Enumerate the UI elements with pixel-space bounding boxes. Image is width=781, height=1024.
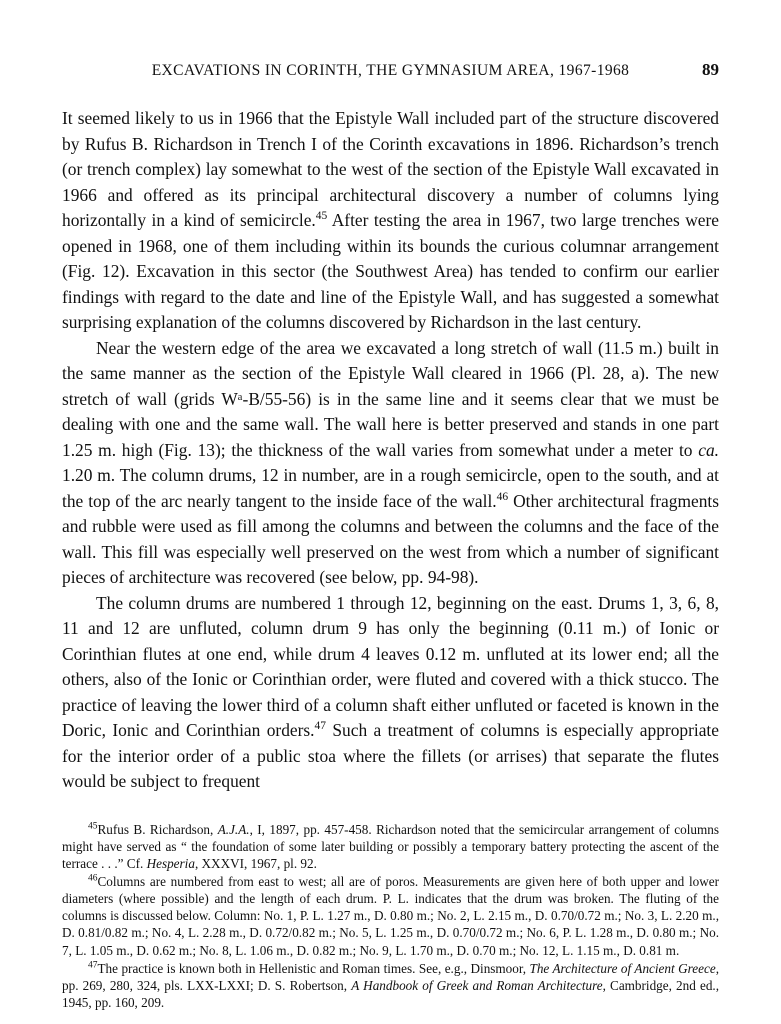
- footnote-ref-45: 45: [315, 210, 328, 223]
- footnote-45: [62, 821, 719, 872]
- paragraph-1-text: It seemed likely to us in 1966 that the Epistyle Wall included part of the structure discovered by Rufus B. Richardson in Trench I of the Corinth excavations in 1896. Richardson’s trench (or trench complex) lay somewhat to the west of the section of the Epistyle Wall excavated in 1966 and offered as its principal architectural discovery a number of columns lying horizontally in a kind of semicircle.: [62, 108, 719, 230]
- page-number: 89: [702, 60, 719, 79]
- paragraph-3: [62, 591, 719, 795]
- footnote-46-body: Columns are numbered from east to west; all are of poros. Measurements are given here of both upper and lower diameters (where possible) and the length of each drum. P. L. indicates that the drum was broken. The fluting of the columns is discussed below. Column: No. 1, P. L. 1.27 m., D. 0.80 m.; No. 2, L. 2.15 m., D. 0.70/0.72 m.; No. 3, L. 2.20 m., D. 0.81/0.82 m.; No. 4, L. 2.28 m., D. 0.72/0.82 m.; No. 5, L. 1.25 m., D. 0.70/0.72 m.; No. 6, P. L. 1.28 m., D. 0.80 m.; No. 7, L. 1.05 m., D. 0.62 m.; No. 8, L. 1.06 m., D. 0.82 m.; No. 9, L. 1.70 m., D. 0.70 m.; No. 12, L. 1.15 m., D. 0.81 m.: [62, 873, 719, 958]
- paragraph-2-text: Near the western edge of the area we excavated a long stretch of wall (11.5 m.) built in the same manner as the section of the Epistyle Wall cleared in 1966 (Pl. 28, a). The new stretch of wall (grids Wᵃ-B/55-56) is in the same line and it seems clear that we must be dealing with one and the same wall. The wall here is better preserved and stands in one part 1.25 m. high (Fig. 13); the thickness of the wall varies from somewhat under a meter to ca. 1.20 m. The column drums, 12 in number, are in a rough semicircle, open to the south, and at the top of the arc nearly tangent to the inside face of the wall.: [62, 337, 719, 511]
- footnotes: [62, 821, 719, 1012]
- footnote-47: [62, 960, 719, 1011]
- footnote-47-body: The practice is known both in Hellenistic and Roman times. See, e.g., Dinsmoor, The Architecture of Ancient Greece, pp. 269, 280, 324, pls. LXX-LXXI; D. S. Robertson, A Handbook of Greek and Roman Architecture, Cambridge, 2nd ed., 1945, pp. 160, 209.: [62, 960, 720, 1011]
- paragraph-3-text: The column drums are numbered 1 through 12, beginning on the east. Drums 1, 3, 6, 8, 11 and 12 are unfluted, column drum 9 has only the beginning (0.11 m.) of Ionic or Corinthian flutes at one end, while drum 4 leaves 0.12 m. unfluted at its lower end; all the others, also of the Ionic or Corinthian order, were fluted and covered with a thick stucco. The practice of leaving the lower third of a column shaft either unfluted or faceted is known in the Doric, Ionic and Corinthian orders.: [62, 592, 719, 740]
- footnote-47-number: 47: [88, 960, 98, 971]
- footnote-45-body: Rufus B. Richardson, A.J.A., I, 1897, pp. 457-458. Richardson noted that the semicircular arrangement of columns might have served as “ the foundation of some later building or possibly a temporary battery protecting the ascent of the terrace . . .” Cf. Hesperia, XXXVI, 1967, pl. 92.: [62, 821, 719, 871]
- paragraph-1: [62, 106, 719, 336]
- paragraph-3-text-after: Such a treatment of columns is especially appropriate for the interior order of a public stoa where the fillets (or arrises) that separate the flutes would be subject to frequent: [62, 720, 719, 791]
- footnote-46-number: 46: [88, 873, 98, 884]
- running-head: [62, 62, 719, 80]
- footnote-ref-46: 46: [496, 490, 509, 503]
- footnote-45-number: 45: [88, 821, 98, 832]
- paragraph-2: [62, 336, 719, 591]
- paragraph-1-text-after: After testing the area in 1967, two large trenches were opened in 1968, one of them including within its bounds the curious columnar arrangement (Fig. 12). Excavation in this sector (the Southwest Area) has tended to confirm our earlier findings with regard to the date and line of the Epistyle Wall, and has suggested a somewhat surprising explanation of the columns discovered by Richardson in the last century.: [62, 210, 719, 332]
- footnote-ref-47: 47: [314, 720, 326, 733]
- running-head-title: EXCAVATIONS IN CORINTH, THE GYMNASIUM AREA, 1967-1968: [151, 62, 630, 79]
- footnote-46: [62, 873, 719, 959]
- body-text: [62, 106, 719, 795]
- paragraph-2-text-after: Other architectural fragments and rubble were used as fill among the columns and between the columns and the face of the wall. This fill was especially well preserved on the west from which a number of significant pieces of architecture was recovered (see below, pp. 94-98).: [62, 490, 719, 587]
